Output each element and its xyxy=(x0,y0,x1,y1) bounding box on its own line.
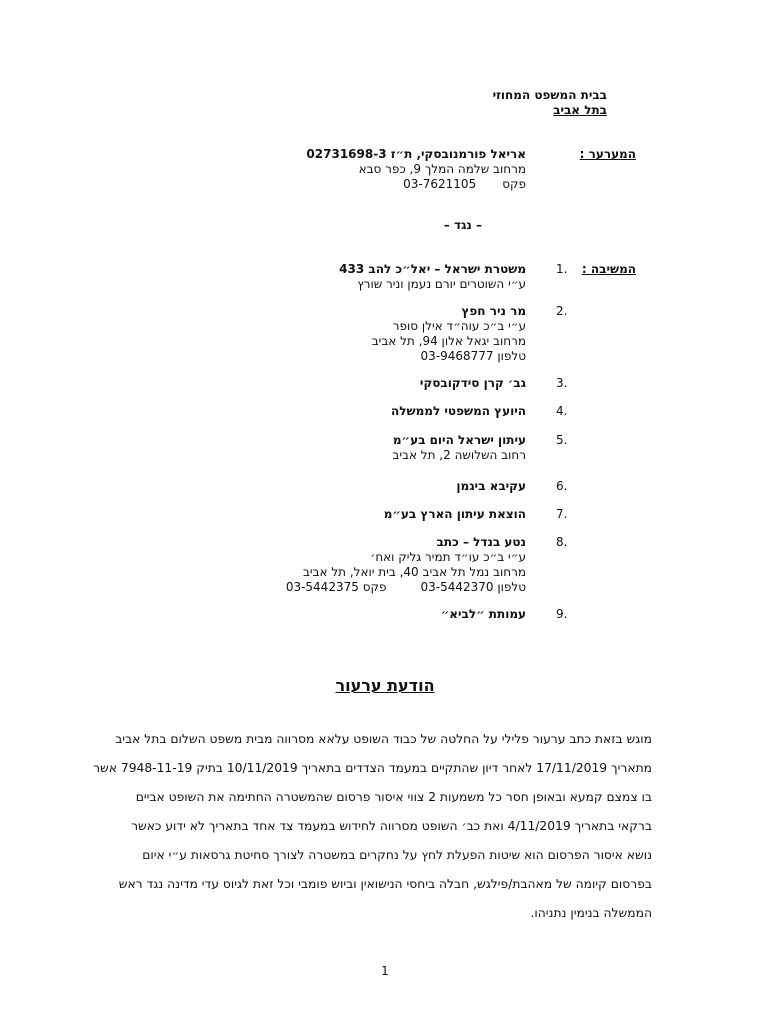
body-line: ברקאי בתאריך 4/11/2019 ואת כב׳ השופט מסרווה לחידוש במעמד צד אחד בתאריך לא ידוע כאשר xyxy=(131,819,652,833)
appellant-fax xyxy=(403,177,526,192)
respondent-detail-line: מרחוב יגאל אלון 94, תל אביב xyxy=(371,334,526,348)
respondent-detail-line: מרחוב נמל תל אביב 40, בית יואל, תל אביב xyxy=(302,565,526,579)
appellant-fax-label: פקס xyxy=(502,177,526,191)
appellant-fax-number: 03-7621105 xyxy=(403,177,477,191)
appellant-label-text: המערער xyxy=(588,147,636,161)
versus-label: – נגד – xyxy=(443,218,482,232)
respondent-name: משטרת ישראל – יאל״כ להב 433 xyxy=(339,262,526,276)
respondent-contact-line xyxy=(286,580,526,595)
respondent-number: 4. xyxy=(556,404,568,418)
appellant-name: אריאל פורמנובסקי, ת״ז 02731698-3 xyxy=(306,147,526,161)
respondent-detail-line: ע״י השוטרים יורם נעמן וניר שורץ xyxy=(357,277,526,291)
body-line: מתאריך 17/11/2019 לאחר דיון שהתקיים במעמד הצדדים בתאריך 10/11/2019 בתיק 7948-11-19 אשר xyxy=(93,761,652,775)
respondent-name: עיתון ישראל היום בע״מ xyxy=(392,433,526,447)
respondent-number: 6. xyxy=(556,479,568,493)
phone-number: 03-5442370 xyxy=(420,580,494,594)
respondents-label-colon: : xyxy=(581,262,587,276)
respondent-number: 8. xyxy=(556,535,568,549)
respondent-number: 9. xyxy=(556,607,568,621)
court-name: בבית המשפט המחוזי xyxy=(492,88,607,102)
respondents-label-text: המשיבה xyxy=(590,262,636,276)
respondent-detail-line: ע״י ב״כ עו״ד תמיר גליק ואח׳ xyxy=(370,550,526,564)
respondent-name: עמותת ״לביא״ xyxy=(440,607,526,621)
fax-number: 03-5442375 xyxy=(285,580,359,594)
respondent-name: גב׳ קרן סידקובסקי xyxy=(419,376,526,390)
respondent-number: 5. xyxy=(556,433,568,447)
appellant-label-colon: : xyxy=(579,147,585,161)
respondent-name: מר ניר חפץ xyxy=(461,304,526,318)
court-city: בתל אביב xyxy=(553,103,607,117)
fax-label: פקס xyxy=(362,580,387,594)
page-number: 1 xyxy=(381,964,389,978)
notice-title: הודעת ערעור xyxy=(335,676,435,695)
respondent-name: היועץ המשפטי לממשלה xyxy=(390,404,526,418)
respondents-label xyxy=(582,262,636,277)
appellant-label xyxy=(580,147,636,162)
body-line: בפרסום קיומה של מאהבת/פילגש, חבלה ביחסי הנישואין וביוש פומבי וכל זאת לגיוס עדי מדינה נגד ראש xyxy=(118,877,652,891)
respondent-number: 1. xyxy=(556,262,568,276)
body-line: נושא איסור הפרסום הוא שיטות הפעלת לחץ על נחקרים במשטרה לצורך סחיטת גרסאות ע״י איום xyxy=(142,848,652,862)
respondent-number: 3. xyxy=(556,376,568,390)
respondent-name: נטע בנדל – כתב xyxy=(436,535,526,549)
appellant-address: מרחוב שלמה המלך 9, כפר סבא xyxy=(358,162,526,176)
respondent-number: 2. xyxy=(556,304,568,318)
respondent-detail-line: ע״י ב״כ עוה״ד אילן סופר xyxy=(392,319,526,333)
body-line: בו צמצם קמעא ובאופן חסר כל משמעות 2 צווי איסור פרסום שהמשטרה החתימה את השופט אביים xyxy=(135,790,652,804)
respondent-detail-line: טלפון 03-9468777 xyxy=(420,349,526,363)
respondent-number: 7. xyxy=(556,507,568,521)
respondent-name: עקיבא ביגמן xyxy=(456,479,526,493)
body-line: מוגש בזאת כתב ערעור פלילי על החלטה של כבוד השופט עלאא מסרווה מבית משפט השלום בתל אביב xyxy=(115,732,652,746)
respondent-name: הוצאת עיתון הארץ בע״מ xyxy=(383,507,526,521)
phone-label: טלפון xyxy=(497,580,526,594)
body-line: הממשלה בנימין נתניהו. xyxy=(530,906,652,920)
respondent-detail-line: רחוב השלושה 2, תל אביב xyxy=(392,448,526,462)
